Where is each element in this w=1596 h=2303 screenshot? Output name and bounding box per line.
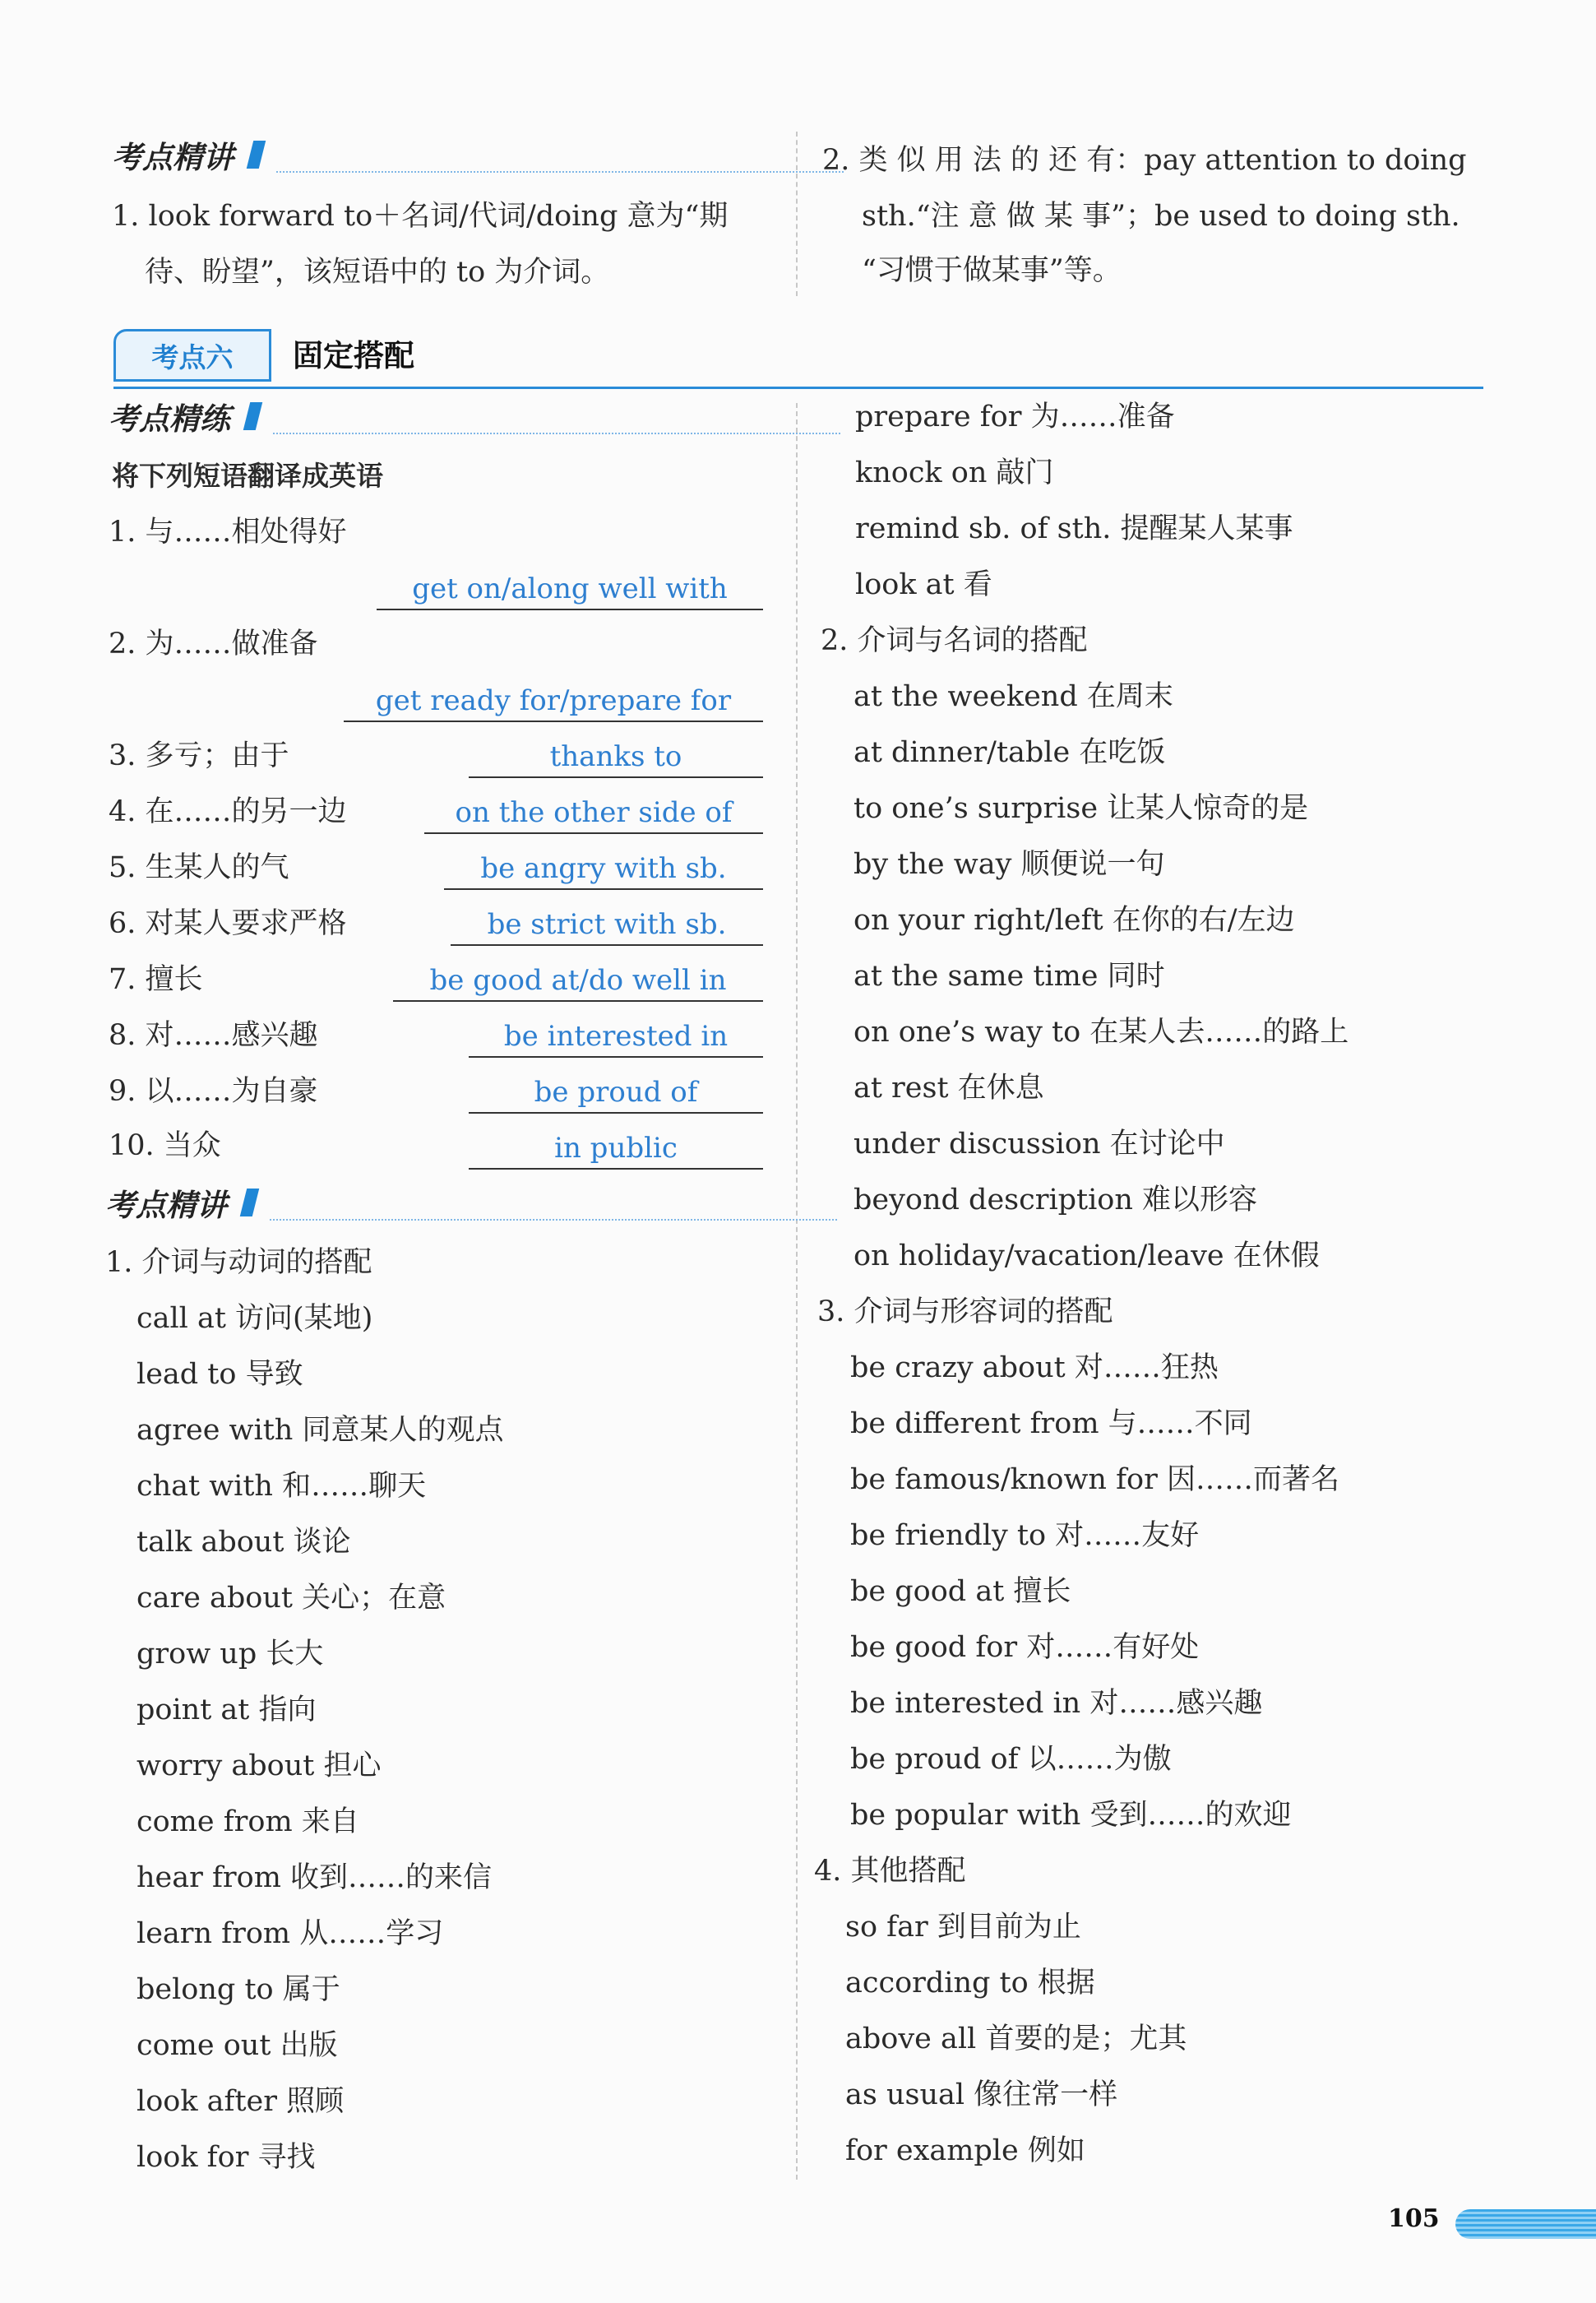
heading-dots — [276, 171, 844, 173]
group-title-verb: 1. 介词与动词的搭配 — [105, 1246, 372, 1279]
section-tab-label: 考点六 — [151, 341, 234, 373]
phrase-item: be friendly to 对……友好 — [850, 1519, 1200, 1552]
group-title-noun: 2. 介词与名词的搭配 — [821, 624, 1088, 657]
phrase-item: chat with 和……聊天 — [136, 1470, 427, 1503]
phrase-item: agree with 同意某人的观点 — [136, 1414, 504, 1447]
question-7: 7. 擅长 — [109, 963, 203, 996]
phrase-item: at the same time 同时 — [854, 960, 1165, 993]
question-8: 8. 对……感兴趣 — [109, 1019, 318, 1052]
phrase-item: on your right/left 在你的右/左边 — [854, 904, 1295, 937]
phrase-item: beyond description 难以形容 — [854, 1184, 1258, 1216]
phrase-item: be popular with 受到……的欢迎 — [850, 1799, 1292, 1832]
heading-bar-icon — [243, 402, 262, 430]
phrase-item: belong to 属于 — [136, 1973, 340, 2006]
phrase-item: by the way 顺便说一句 — [854, 848, 1165, 881]
heading-text: 考点精练 — [109, 401, 230, 437]
phrase-item: talk about 谈论 — [136, 1526, 351, 1559]
answer-9: be proud of — [469, 1074, 763, 1114]
section-heading-explain — [105, 1178, 730, 1227]
text-line: sth.“注 意 做 某 事”；be used to doing sth. — [862, 200, 1460, 233]
section-heading-practice — [109, 392, 733, 441]
question-3: 3. 多亏；由于 — [109, 739, 289, 772]
phrase-item: be good at 擅长 — [850, 1575, 1071, 1608]
page-number: 105 — [1388, 2204, 1440, 2233]
phrase-item: care about 关心；在意 — [136, 1582, 446, 1615]
answer-10: in public — [469, 1130, 763, 1170]
phrase-item: at dinner/table 在吃饭 — [854, 736, 1166, 769]
phrase-item: call at 访问(某地) — [136, 1302, 373, 1335]
phrase-item: grow up 长大 — [136, 1638, 324, 1670]
group-title-other: 4. 其他搭配 — [814, 1855, 966, 1888]
phrase-item: under discussion 在讨论中 — [854, 1128, 1225, 1161]
phrase-item: so far 到目前为止 — [845, 1911, 1081, 1944]
question-4: 4. 在……的另一边 — [109, 795, 347, 828]
phrase-item: at the weekend 在周末 — [854, 680, 1173, 713]
phrase-item: be proud of 以……为傲 — [850, 1743, 1172, 1776]
text-line: 2. 类 似 用 法 的 还 有：pay attention to doing — [822, 144, 1467, 177]
question-1: 1. 与……相处得好 — [109, 516, 347, 549]
phrase-item: as usual 像往常一样 — [845, 2078, 1118, 2111]
heading-dots — [270, 1219, 837, 1221]
heading-dots — [273, 433, 840, 434]
section-tab — [113, 329, 271, 382]
phrase-item: be crazy about 对……狂热 — [850, 1351, 1219, 1384]
phrase-item: look for 寻找 — [136, 2141, 316, 2174]
answer-8: be interested in — [469, 1018, 763, 1058]
heading-text: 考点精讲 — [105, 1188, 227, 1223]
text-line: “习惯于做某事”等。 — [862, 254, 1122, 287]
section-heading-explain-top — [112, 130, 737, 179]
phrase-item: hear from 收到……的来信 — [136, 1861, 493, 1894]
instruction: 将下列短语翻译成英语 — [112, 460, 383, 492]
phrase-item: be famous/known for 因……而著名 — [850, 1463, 1339, 1496]
phrase-item: learn from 从……学习 — [136, 1917, 444, 1950]
question-2: 2. 为……做准备 — [109, 628, 318, 660]
answer-7: be good at/do well in — [393, 962, 763, 1002]
phrase-item: point at 指向 — [136, 1694, 317, 1726]
phrase-item: be good for 对……有好处 — [850, 1631, 1200, 1664]
phrase-item: knock on 敲门 — [855, 456, 1054, 489]
phrase-item: be different from 与……不同 — [850, 1407, 1252, 1440]
group-title-adjective: 3. 介词与形容词的搭配 — [817, 1295, 1113, 1328]
heading-text: 考点精讲 — [112, 140, 234, 175]
phrase-item: at rest 在休息 — [854, 1072, 1044, 1105]
phrase-item: above all 首要的是；尤其 — [845, 2023, 1187, 2055]
phrase-item: on one’s way to 在某人去……的路上 — [854, 1016, 1349, 1049]
heading-bar-icon — [247, 141, 266, 169]
phrase-item: worry about 担心 — [136, 1749, 382, 1782]
text-line: 待、盼望”，该短语中的 to 为介词。 — [145, 256, 610, 289]
phrase-item: come out 出版 — [136, 2029, 338, 2062]
question-9: 9. 以……为自豪 — [109, 1075, 318, 1108]
phrase-item: for example 例如 — [845, 2134, 1085, 2167]
phrase-item: prepare for 为……准备 — [855, 401, 1175, 433]
answer-2: get ready for/prepare for — [344, 683, 763, 722]
question-5: 5. 生某人的气 — [109, 851, 289, 884]
answer-6: be strict with sb. — [451, 906, 763, 946]
phrase-item: lead to 导致 — [136, 1358, 303, 1391]
question-10: 10. 当众 — [109, 1129, 221, 1162]
column-divider — [796, 403, 798, 2180]
text-line: 1. look forward to＋名词/代词/doing 意为“期 — [112, 200, 729, 233]
phrase-item: according to 根据 — [845, 1967, 1095, 1999]
section-title: 固定搭配 — [293, 338, 414, 373]
section-rule — [113, 387, 1483, 389]
phrase-item: come from 来自 — [136, 1805, 359, 1838]
answer-1: get on/along well with — [377, 571, 763, 610]
page-number-bar — [1455, 2209, 1596, 2239]
phrase-item: look after 照顾 — [136, 2085, 345, 2118]
phrase-item: be interested in 对……感兴趣 — [850, 1687, 1263, 1720]
phrase-item: on holiday/vacation/leave 在休假 — [854, 1240, 1320, 1272]
phrase-item: to one’s surprise 让某人惊奇的是 — [854, 792, 1309, 825]
phrase-item: look at 看 — [855, 568, 992, 601]
heading-bar-icon — [240, 1189, 259, 1216]
question-6: 6. 对某人要求严格 — [109, 907, 347, 940]
phrase-item: remind sb. of sth. 提醒某人某事 — [855, 512, 1293, 545]
answer-5: be angry with sb. — [444, 850, 763, 890]
column-divider — [796, 132, 798, 296]
answer-4: on the other side of — [424, 795, 763, 834]
answer-3: thanks to — [469, 739, 763, 778]
